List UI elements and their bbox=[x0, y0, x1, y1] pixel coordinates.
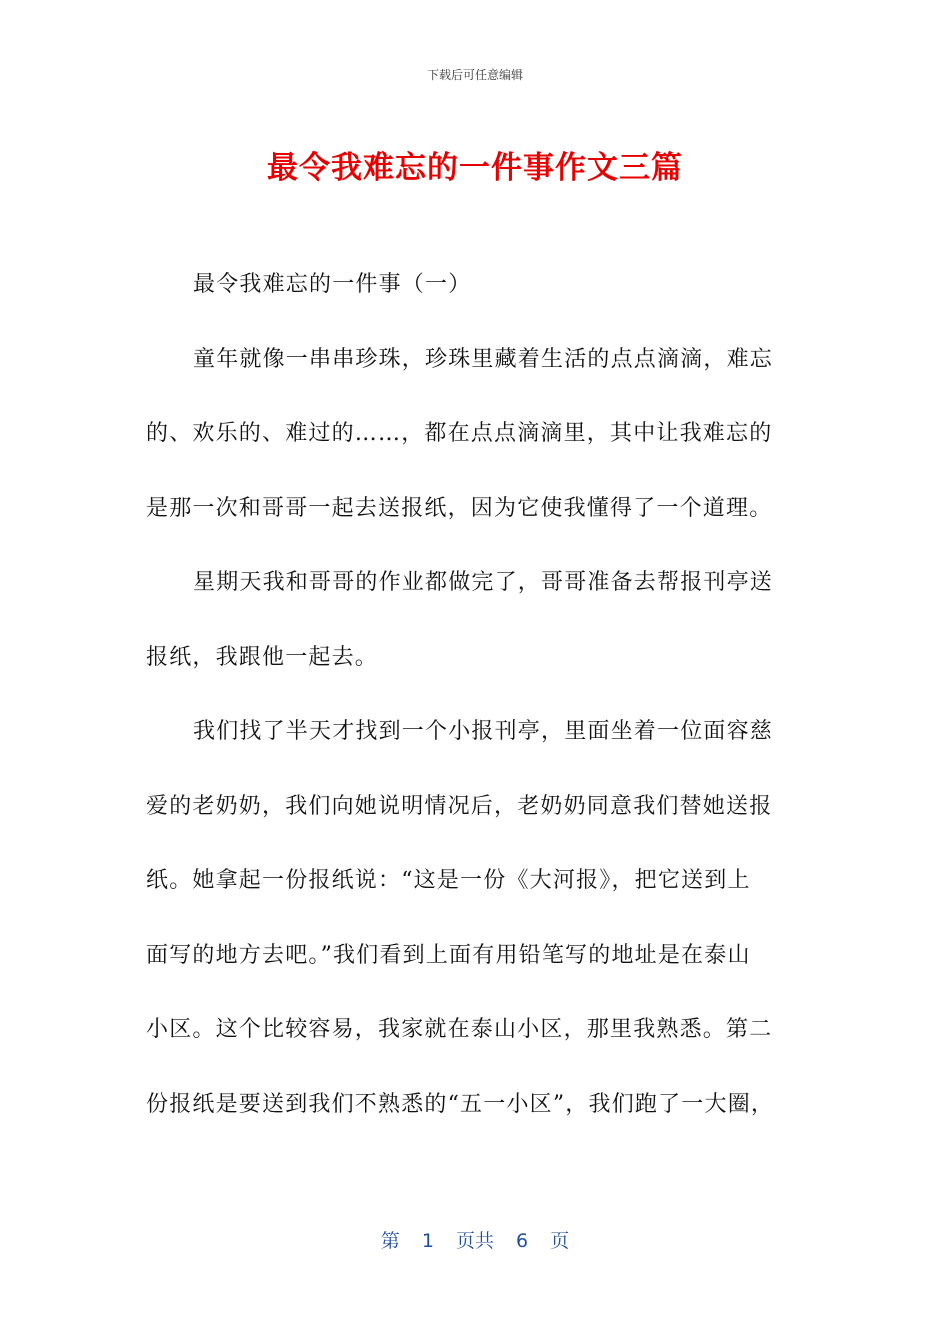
paragraph-line: 星期天我和哥哥的作业都做完了，哥哥准备去帮报刊亭送 bbox=[193, 570, 774, 595]
paragraph-line: 爱的老奶奶，我们向她说明情况后，老奶奶同意我们替她送报 bbox=[146, 793, 773, 819]
page-footer bbox=[0, 1226, 950, 1253]
paragraph-line: 最令我难忘的一件事（一） bbox=[193, 272, 472, 297]
document-title: 最令我难忘的一件事作文三篇 bbox=[267, 150, 683, 186]
paragraph-line: 的、欢乐的、难过的……，都在点点滴滴里，其中让我难忘的 bbox=[146, 421, 773, 446]
page-prefix: 第 bbox=[380, 1230, 400, 1252]
paragraph-line: 童年就像一串串珍珠，珍珠里藏着生活的点点滴滴，难忘 bbox=[193, 346, 774, 372]
paragraph-line: 报纸，我跟他一起去。 bbox=[146, 644, 379, 670]
header-note: 下载后可任意编辑 bbox=[426, 68, 523, 82]
paragraph-line: 我们找了半天才找到一个小报刊亭，里面坐着一位面容慈 bbox=[193, 719, 774, 744]
paragraph-line: 小区。这个比较容易，我家就在泰山小区，那里我熟悉。第二 bbox=[146, 1017, 773, 1042]
page-suffix: 页 bbox=[550, 1230, 570, 1252]
paragraph-line: 是那一次和哥哥一起去送报纸，因为它使我懂得了一个道理。 bbox=[146, 495, 773, 521]
paragraph-line: 面写的地方去吧。”我们看到上面有用铅笔写的地址是在泰山 bbox=[146, 942, 751, 968]
paragraph-line: 份报纸是要送到我们不熟悉的“五一小区”，我们跑了一大圈， bbox=[146, 1091, 775, 1117]
current-page-number: 1 bbox=[421, 1230, 434, 1252]
page-mid-label: 页共 bbox=[455, 1230, 494, 1252]
paragraph-line: 纸。她拿起一份报纸说：“这是一份《大河报》，把它送到上 bbox=[146, 868, 751, 893]
document-body bbox=[146, 270, 806, 1164]
total-pages-number: 6 bbox=[516, 1230, 529, 1252]
